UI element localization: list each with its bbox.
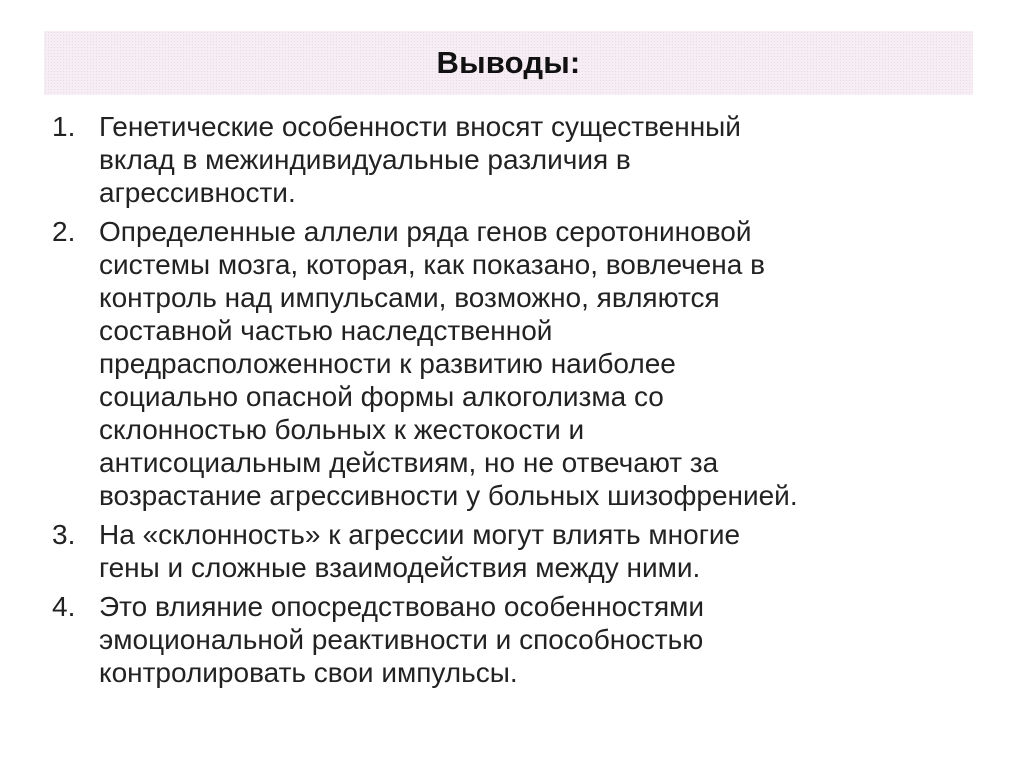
list-item <box>52 518 972 584</box>
list-item-number: 4. <box>52 591 76 622</box>
list-item <box>52 590 972 689</box>
list-item-number: 1. <box>52 111 76 142</box>
list-item-text: Генетические особенности вносят существенный вклад в межиндивидуальные различия в агрессивности. <box>99 111 741 208</box>
list-item-number: 3. <box>52 519 76 550</box>
list-item <box>52 110 972 209</box>
conclusions-list <box>52 110 972 695</box>
list-item-number: 2. <box>52 216 76 247</box>
list-item <box>52 215 972 512</box>
list-item-text: Определенные аллели ряда генов серотониновой системы мозга, которая, как показано, вовлечена в контроль над импульсами, возможно, являются составной частью наследственной предрасположенности к развитию наиболее социально опасной формы алкоголизма со склонностью больных к жестокости и антисоциальным действиям, но не отвечают за возрастание агрессивности у больных шизофренией. <box>99 216 798 511</box>
list-item-text: На «склонность» к агрессии могут влиять многие гены и сложные взаимодействия между ними. <box>99 519 741 583</box>
list-item-text: Это влияние опосредствовано особенностями эмоциональной реактивности и способностью контролировать свои импульсы. <box>99 591 705 688</box>
slide-title: Выводы: <box>436 45 581 80</box>
title-band <box>44 31 973 95</box>
